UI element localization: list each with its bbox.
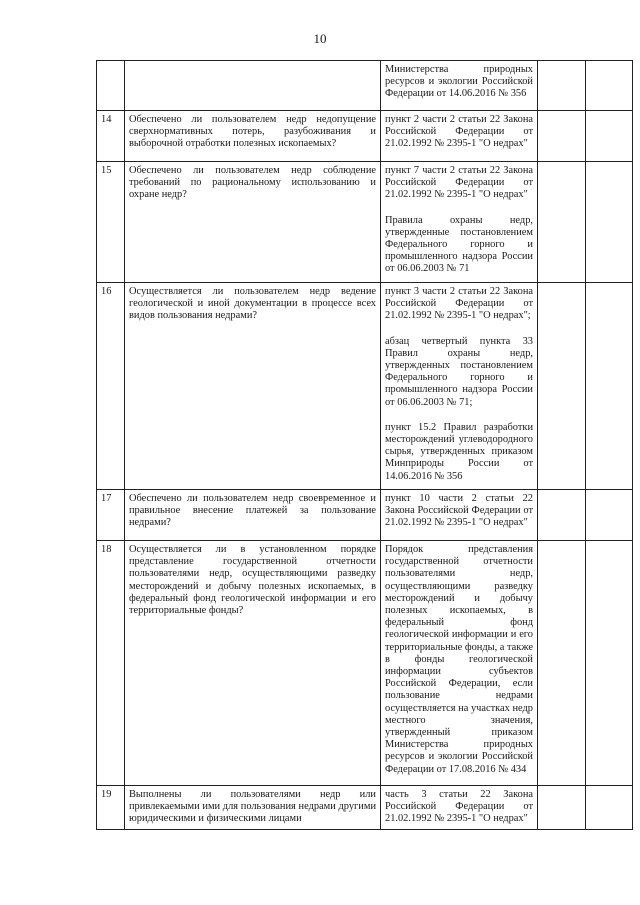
legal-reference: часть 3 статьи 22 Закона Российской Федерации от 21.02.1992 № 2395-1 "О недрах" [385,789,533,825]
legal-reference: пункт 7 части 2 статьи 22 Закона Российской Федерации от 21.02.1992 № 2395-1 "О недрах" [385,165,533,201]
table-row [97,786,633,830]
legal-reference: Правила охраны недр, утвержденные постановлением Федерального горного и промышленного надзора России от 06.06.2003 № 71 [385,214,533,275]
table-row [97,541,633,786]
table-row [97,490,633,541]
answer-cell [538,490,586,541]
note-cell [586,111,633,162]
note-cell [586,162,633,283]
table-row [97,162,633,283]
legal-reference: пункт 15.2 Правил разработки месторождений углеводородного сырья, утвержденных приказом Минприроды России от 14.06.2016 № 356 [385,421,533,482]
legal-reference-cell [381,283,538,490]
answer-cell [538,61,586,111]
question-cell: Осуществляется ли пользователем недр ведение геологической и иной документации в процессе всех видов пользования недрами? [125,283,381,490]
table-row [97,111,633,162]
legal-reference: пункт 10 части 2 статьи 22 Закона Российской Федерации от 21.02.1992 № 2395-1 "О недрах" [385,493,533,529]
row-number: 17 [97,490,125,541]
row-number: 18 [97,541,125,786]
legal-reference-cell [381,490,538,541]
legal-reference-cell [381,162,538,283]
requirements-table [96,60,633,830]
table-row [97,283,633,490]
legal-reference: пункт 2 части 2 статьи 22 Закона Российской Федерации от 21.02.1992 № 2395-1 "О недрах" [385,114,533,150]
legal-reference: абзац четвертый пункта 33 Правил охраны недр, утвержденных постановлением Федерального горного и промышленного надзора России от 06.06.2003 № 71; [385,335,533,408]
legal-reference-cell [381,61,538,111]
legal-reference: Порядок представления государственной отчетности пользователями недр, осуществляющими разведку месторождений и добычу полезных ископаемых, в федеральный фонд геологической информации и его территориальные фонды, а также в фонды геологической информации субъектов Российской Федерации, если пользование недрами осуществляется на участках недр местного значения, утвержденный приказом Министерства природных ресурсов и экологии Российской Федерации от 17.08.2016 № 434 [385,544,533,775]
legal-reference: Министерства природных ресурсов и экологии Российской Федерации от 14.06.2016 № 356 [385,64,533,100]
question-cell [125,61,381,111]
note-cell [586,786,633,830]
table-row [97,61,633,111]
row-number: 16 [97,283,125,490]
answer-cell [538,541,586,786]
legal-reference-cell [381,786,538,830]
legal-reference-cell [381,541,538,786]
question-cell: Обеспечено ли пользователем недр своевременное и правильное внесение платежей за пользование недрами? [125,490,381,541]
question-cell: Обеспечено ли пользователем недр соблюдение требований по рациональному использованию и охране недр? [125,162,381,283]
note-cell [586,61,633,111]
row-number: 15 [97,162,125,283]
page-number: 10 [313,31,327,46]
answer-cell [538,786,586,830]
note-cell [586,283,633,490]
note-cell [586,490,633,541]
row-number: 19 [97,786,125,830]
legal-reference-cell [381,111,538,162]
question-cell: Осуществляется ли в установленном порядке представление государственной отчетности пользователями недр, осуществляющими разведку месторождений и добычу полезных ископаемых, в федеральный фонд геологической информации и его территориальные фонды? [125,541,381,786]
question-cell: Выполнены ли пользователями недр или привлекаемыми ими для пользования недрами другими юридическими и физическими лицами [125,786,381,830]
answer-cell [538,162,586,283]
legal-reference: пункт 3 части 2 статьи 22 Закона Российской Федерации от 21.02.1992 № 2395-1 "О недрах"; [385,286,533,322]
answer-cell [538,111,586,162]
row-number: 14 [97,111,125,162]
question-cell: Обеспечено ли пользователем недр недопущение сверхнормативных потерь, разубоживания и выборочной отработки полезных ископаемых? [125,111,381,162]
answer-cell [538,283,586,490]
row-number [97,61,125,111]
note-cell [586,541,633,786]
